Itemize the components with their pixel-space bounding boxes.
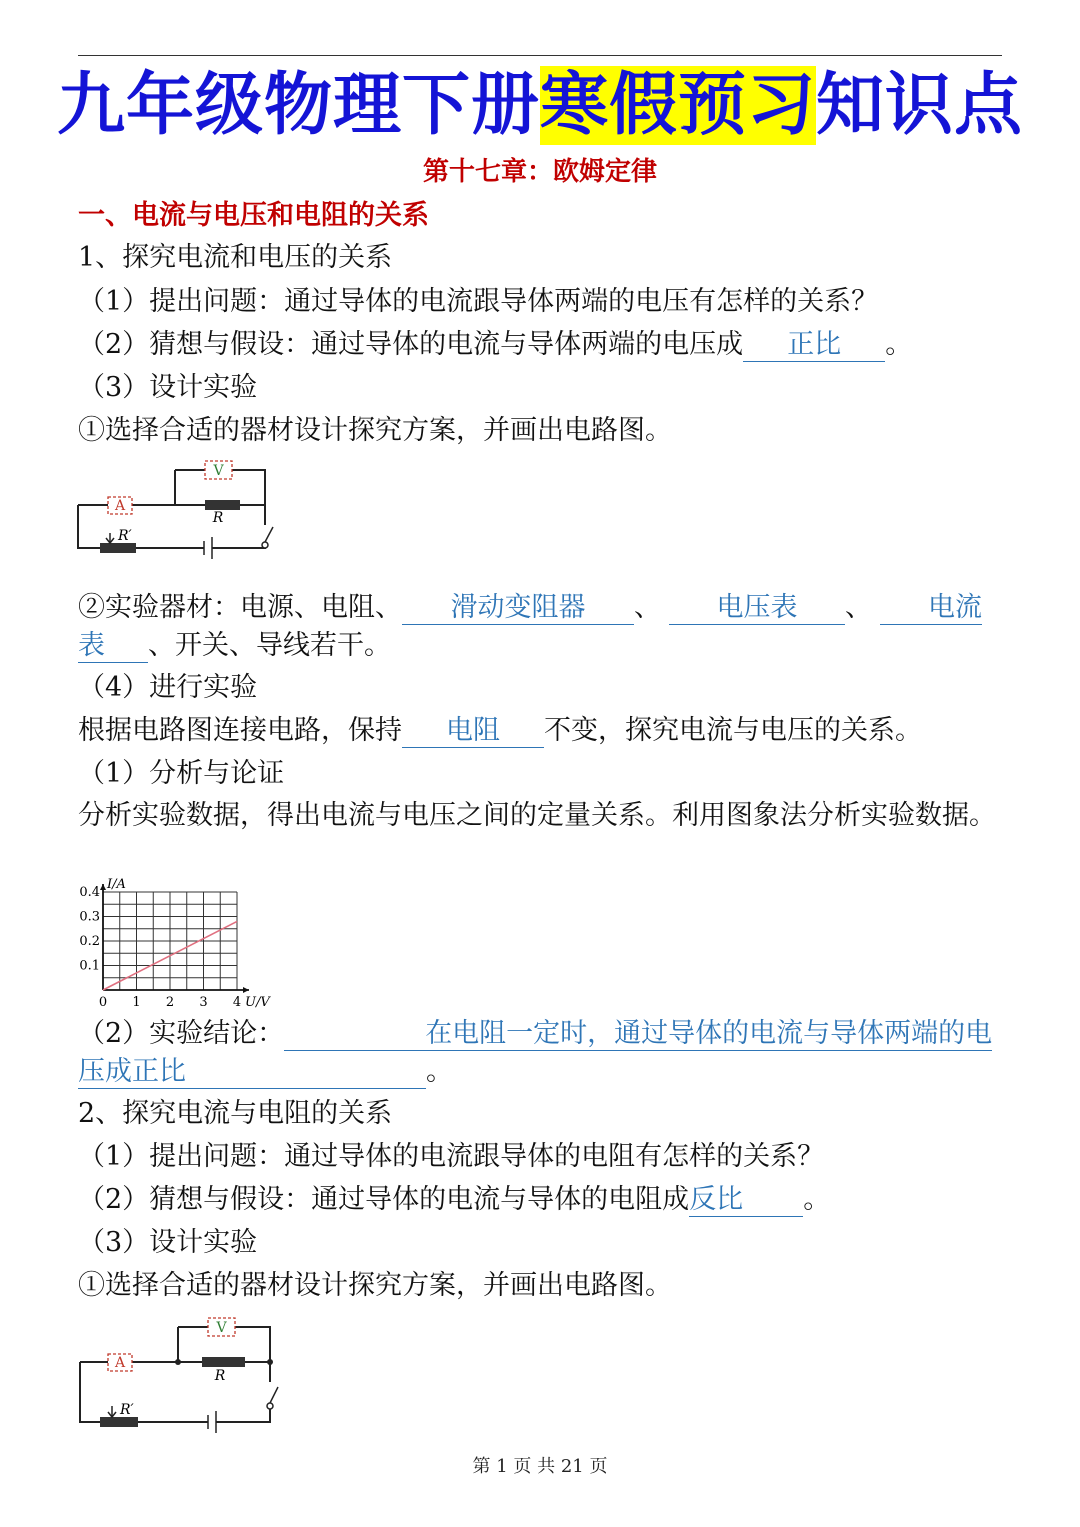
y-axis-label: I/A (107, 877, 126, 892)
part1-step2-cont (78, 626, 1004, 666)
section-heading: 一、电流与电压和电阻的关系 (78, 200, 429, 231)
answer-blank-rheostat: 滑动变阻器 (402, 592, 634, 625)
title-post: 知识点 (816, 66, 1024, 145)
keep-text: 根据电路图连接电路，保持 (78, 715, 402, 746)
x-tick-label: 1 (132, 995, 141, 1010)
part1-step2 (78, 588, 1004, 628)
title-pre: 九年级物理下册 (56, 66, 540, 145)
y-tick-label: 0.3 (79, 909, 100, 925)
current-voltage-chart (70, 875, 290, 1015)
conclusion-end: 。 (426, 1056, 453, 1087)
rheostat-label: R′ (120, 1402, 134, 1418)
conclusion (78, 1014, 1004, 1054)
answer-blank-voltmeter: 电压表 (669, 592, 845, 625)
circuit-diagram-1 (70, 455, 290, 580)
voltmeter-label: V (216, 1320, 227, 1336)
answer-blank-conclusion: 在电阻一定时，通过导体的电流与导体两端的电 (284, 1018, 992, 1051)
page-title (0, 62, 1080, 150)
answer-blank: 正比 (743, 329, 885, 362)
answer-blank-ammeter: 电流 (880, 592, 982, 625)
y-tick-label: 0.2 (79, 934, 100, 949)
y-tick-label: 0.1 (79, 958, 100, 974)
ammeter-icon (108, 497, 132, 514)
ammeter-label: A (114, 1355, 126, 1371)
part1-heading: 1、探究电流和电压的关系 (78, 242, 393, 273)
ammeter-label: A (114, 498, 126, 514)
part2-question3: （3）设计实验 (78, 1227, 258, 1258)
resistor-label: R (214, 1368, 226, 1384)
analysis-heading: （1）分析与论证 (78, 758, 285, 789)
x-tick-label: 2 (165, 995, 175, 1010)
y-axis-arrow (100, 884, 106, 890)
voltmeter-icon (205, 461, 232, 479)
q2-text: （2）猜想与假设：通过导体的电流与导体的电阻成 (78, 1184, 690, 1215)
answer-blank-conclusion-cont: 压成正比 (78, 1056, 426, 1089)
battery-icon (204, 537, 212, 559)
sep: 、 (845, 592, 872, 623)
switch-icon (262, 527, 273, 548)
q2-end: 。 (885, 329, 913, 360)
part1-step1: ①选择合适的器材设计探究方案，并画出电路图。 (78, 415, 672, 446)
part1-question1: （1）提出问题：通过导体的电流跟导体两端的电压有怎样的关系？ (78, 286, 879, 317)
part1-question3: （3）设计实验 (78, 372, 258, 403)
part1-keep (78, 711, 1004, 751)
voltmeter-icon (208, 1318, 235, 1336)
step2-end: 、开关、导线若干。 (148, 630, 391, 661)
q2-text: （2）猜想与假设：通过导体的电流与导体两端的电压成 (78, 329, 744, 360)
sep: 、 (634, 592, 661, 623)
ammeter-icon (108, 1354, 132, 1371)
part2-step1: ①选择合适的器材设计探究方案，并画出电路图。 (78, 1270, 672, 1301)
x-axis-arrow (243, 987, 249, 993)
rheostat-icon (100, 1402, 138, 1427)
resistor-icon (205, 500, 240, 526)
battery-icon (208, 1411, 216, 1433)
x-tick-label: 3 (199, 995, 208, 1010)
title-highlight: 寒假预习 (539, 66, 816, 145)
answer-blank-ammeter-cont: 表 (78, 630, 148, 663)
rheostat-label: R′ (118, 528, 132, 544)
part2-heading: 2、探究电流与电阻的关系 (78, 1098, 393, 1129)
step2-text: ②实验器材：电源、电阻、 (78, 592, 402, 623)
page-footer: 第 1 页 共 21 页 (472, 1456, 608, 1477)
answer-blank-inverse: 反比 (689, 1184, 803, 1217)
switch-icon (267, 1387, 278, 1409)
keep-end: 不变，探究电流与电压的关系。 (544, 715, 922, 746)
part2-question1: （1）提出问题：通过导体的电流跟导体的电阻有怎样的关系？ (78, 1141, 825, 1172)
part1-question4: （4）进行实验 (78, 672, 258, 703)
conclusion-text: （2）实验结论： (78, 1018, 285, 1049)
resistor-label: R (212, 510, 224, 526)
top-rule (78, 55, 1002, 56)
y-tick-label: 0.4 (79, 885, 100, 900)
x-tick-label: 4 (232, 995, 242, 1010)
conclusion-cont (78, 1052, 1004, 1092)
part1-question2 (78, 325, 1004, 365)
voltmeter-label: V (213, 463, 224, 479)
q2-end: 。 (803, 1184, 831, 1215)
circuit-diagram-2 (70, 1310, 290, 1435)
rheostat-icon (100, 528, 136, 553)
part2-question2 (78, 1180, 1004, 1220)
analysis-text: 分析实验数据，得出电流与电压之间的定量关系。利用图象法分析实验数据。 (78, 800, 996, 831)
x-tick-label: 0 (98, 995, 108, 1010)
x-axis-label: U/V (245, 995, 270, 1010)
chapter-heading: 第十七章：欧姆定律 (422, 157, 657, 187)
resistor-icon (202, 1357, 245, 1384)
answer-blank-resistance: 电阻 (402, 715, 544, 748)
